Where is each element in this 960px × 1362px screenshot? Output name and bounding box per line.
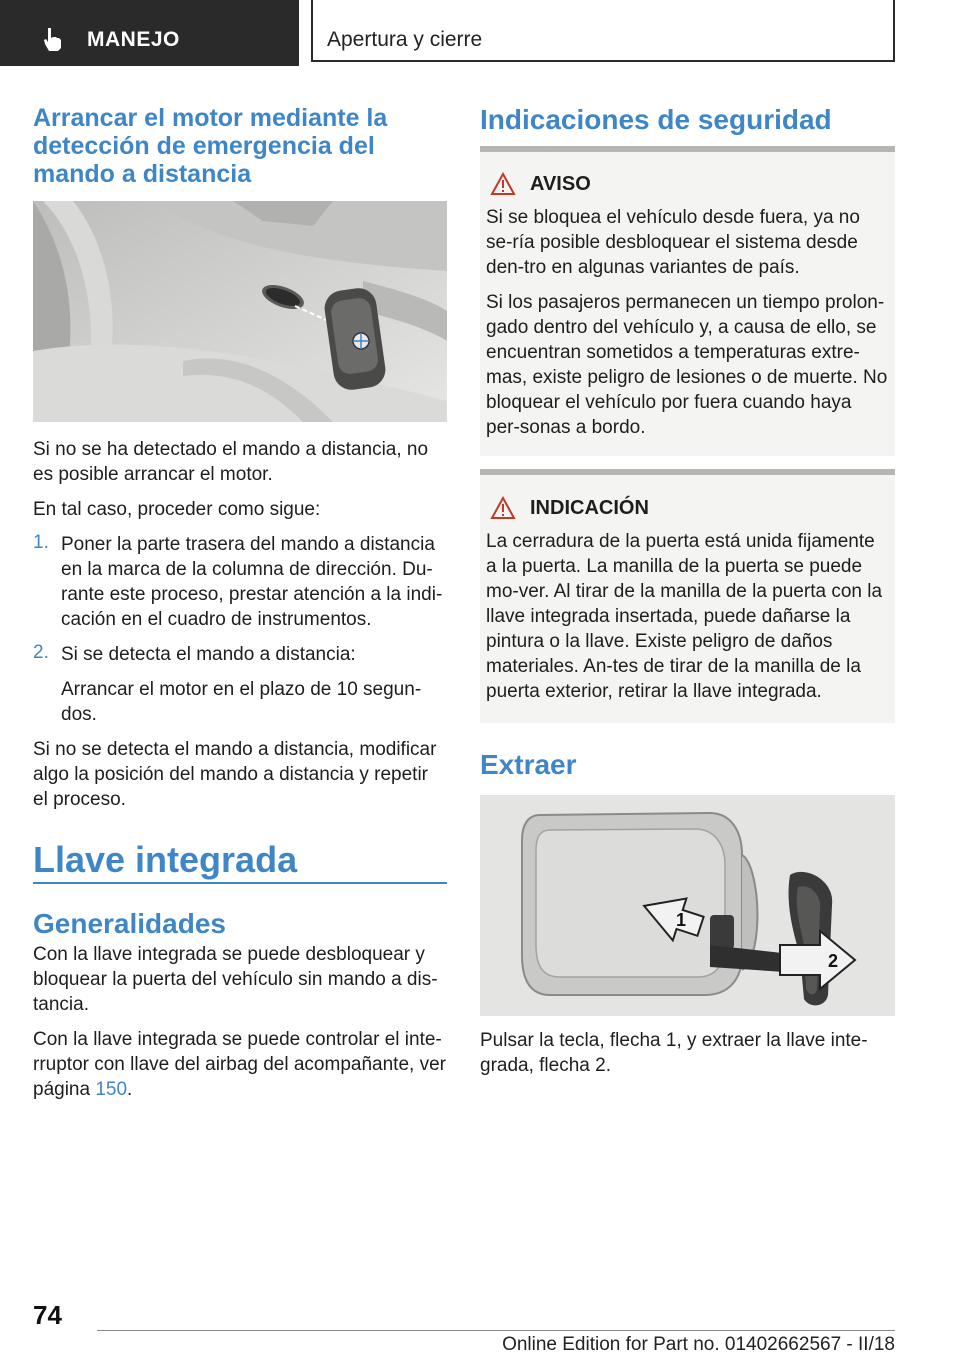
paragraph: La cerradura de la puerta está unida fijamente a la puerta. La manilla de la puerta se puede mo-ver. Al tirar de la manilla de la puerta con la llave integrada insertada, puede dañarse la pintura o la llave. Existe peligro de daños materiales. An-tes de tirar de la manilla de la puerta exterior, retirar la llave integrada. bbox=[486, 531, 883, 702]
left-text-1 bbox=[33, 437, 447, 812]
caution-triangle-icon bbox=[490, 496, 516, 520]
left-text-2 bbox=[33, 908, 447, 1102]
edition-note: Online Edition for Part no. 01402662567 - II/18 bbox=[502, 1334, 895, 1355]
warning-header bbox=[490, 172, 591, 196]
list-item bbox=[33, 532, 447, 632]
paragraph: Si se bloquea el vehículo desde fuera, ya no se-ría posible desbloquear el sistema desde den-tro en algunas variantes de país. bbox=[486, 207, 860, 278]
ignition-figure bbox=[33, 201, 447, 422]
integrated-key-title-block bbox=[33, 840, 447, 880]
heading-general: Generalidades bbox=[33, 908, 226, 939]
fig-label: 1 bbox=[676, 910, 687, 930]
heading-safety: Indicaciones de seguridad bbox=[480, 104, 832, 135]
note-header bbox=[490, 496, 649, 520]
heading-extract: Extraer bbox=[480, 749, 577, 780]
warning-box bbox=[480, 146, 895, 456]
list-subtext: Arrancar el motor en el plazo de 10 segun-dos. bbox=[61, 679, 422, 725]
list-item bbox=[33, 642, 447, 727]
key-fob-illustration bbox=[480, 795, 895, 1016]
key-extract-figure bbox=[480, 795, 895, 1016]
heading-emergency-start: Arrancar el motor mediante la detección de emergencia del mando a distancia bbox=[33, 104, 388, 188]
heading-rule bbox=[33, 882, 447, 884]
footer-rule bbox=[97, 1330, 895, 1331]
paragraph: Si no se detecta el mando a distancia, modificar algo la posición del mando a distancia y repetir el proceso. bbox=[33, 739, 437, 810]
paragraph: Si no se ha detectado el mando a distancia, no es posible arrancar el motor. bbox=[33, 439, 429, 485]
steering-column-illustration bbox=[33, 201, 447, 422]
warning-text bbox=[486, 205, 889, 440]
box-top-bar bbox=[480, 146, 895, 152]
warning-title: AVISO bbox=[530, 172, 591, 195]
paragraph: Con la llave integrada se puede desbloquear y bloquear la puerta del vehículo sin mando a dis-tancia. bbox=[33, 944, 438, 1015]
page-link[interactable]: 150 bbox=[95, 1079, 128, 1100]
note-text bbox=[486, 529, 889, 704]
chapter-tab[interactable] bbox=[311, 0, 895, 62]
section-title: MANEJO bbox=[87, 28, 180, 51]
paragraph: Pulsar la tecla, flecha 1, y extraer la llave inte-grada, flecha 2. bbox=[480, 1030, 868, 1076]
paragraph bbox=[33, 1027, 447, 1102]
paragraph-text: Con la llave integrada se puede controlar el inte-rruptor con llave del airbag del acompañante, ver página bbox=[33, 1029, 446, 1100]
list-number: 2. bbox=[33, 642, 49, 663]
page-number: 74 bbox=[33, 1300, 62, 1330]
right-heading-block bbox=[480, 104, 895, 136]
fig-label: 2 bbox=[828, 951, 839, 971]
paragraph: En tal caso, proceder como sigue: bbox=[33, 499, 321, 520]
chapter-heading: Llave integrada bbox=[33, 839, 298, 880]
extract-text bbox=[480, 1028, 895, 1078]
paragraph: Si los pasajeros permanecen un tiempo prolon-gado dentro del vehículo y, a causa de ello, se encuentran sometidos a temperaturas extre-mas, existe peligro de lesiones o de muerte. No bloquear el vehículo por fuera cuando haya per-sonas a bordo. bbox=[486, 292, 888, 438]
chapter-title: Apertura y cierre bbox=[327, 28, 483, 51]
list-number: 1. bbox=[33, 532, 49, 553]
list-text: Poner la parte trasera del mando a distancia en la marca de la columna de dirección. Du-rante este proceso, prestar atención a la indi-cación en el cuadro de instrumentos. bbox=[61, 534, 443, 630]
paragraph-end: . bbox=[127, 1079, 133, 1100]
section-tab[interactable] bbox=[0, 0, 299, 66]
note-box bbox=[480, 469, 895, 723]
warning-triangle-icon bbox=[490, 172, 516, 196]
box-top-bar bbox=[480, 469, 895, 475]
extract-heading-block bbox=[480, 749, 895, 781]
note-title: INDICACIÓN bbox=[530, 496, 649, 519]
list-text: Si se detecta el mando a distancia: bbox=[61, 644, 356, 665]
hand-pointer-icon bbox=[40, 26, 66, 52]
left-heading-block bbox=[33, 104, 447, 188]
